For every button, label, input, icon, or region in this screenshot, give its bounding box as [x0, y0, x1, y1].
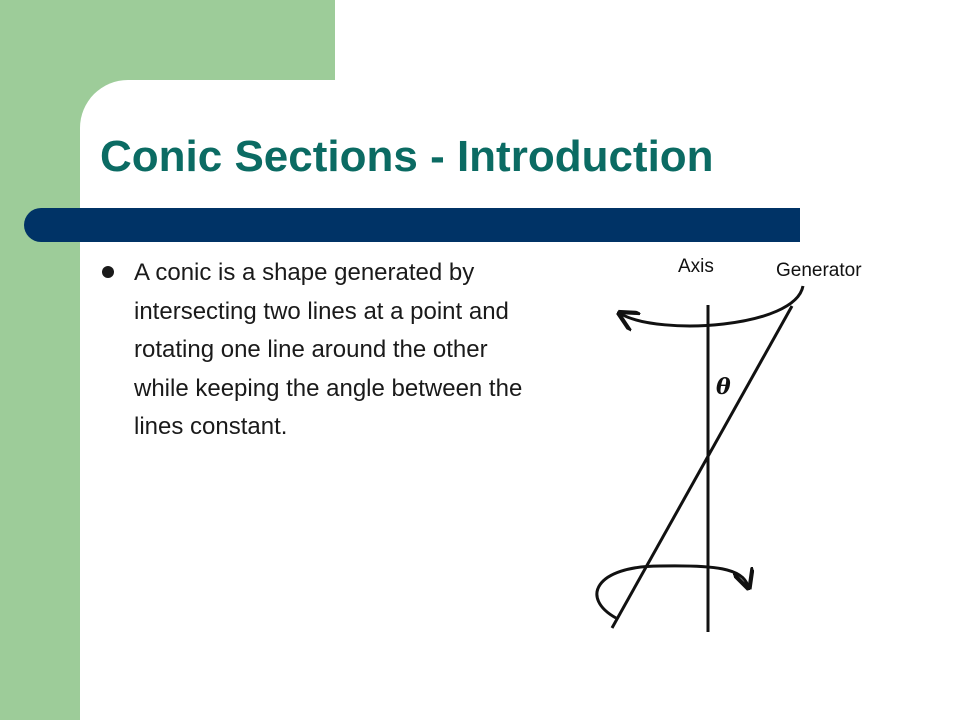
slide-title: Conic Sections - Introduction — [100, 132, 714, 181]
bullet-text: A conic is a shape generated by intersecting two lines at a point and rotating one line around the other while keeping the angle between the lines constant. — [134, 259, 523, 440]
top-rotation-arrow — [621, 286, 803, 326]
bullet-list — [98, 254, 538, 447]
bottom-rotation-arrow — [597, 566, 748, 618]
title-underline-bar — [24, 208, 800, 242]
conic-generation-diagram — [585, 245, 905, 640]
theta-label: θ — [716, 374, 731, 400]
generator-line — [612, 306, 792, 628]
axis-label: Axis — [678, 256, 714, 277]
generator-label: Generator — [776, 260, 862, 281]
bullet-dot-icon — [102, 266, 114, 278]
bullet-item — [98, 254, 538, 447]
